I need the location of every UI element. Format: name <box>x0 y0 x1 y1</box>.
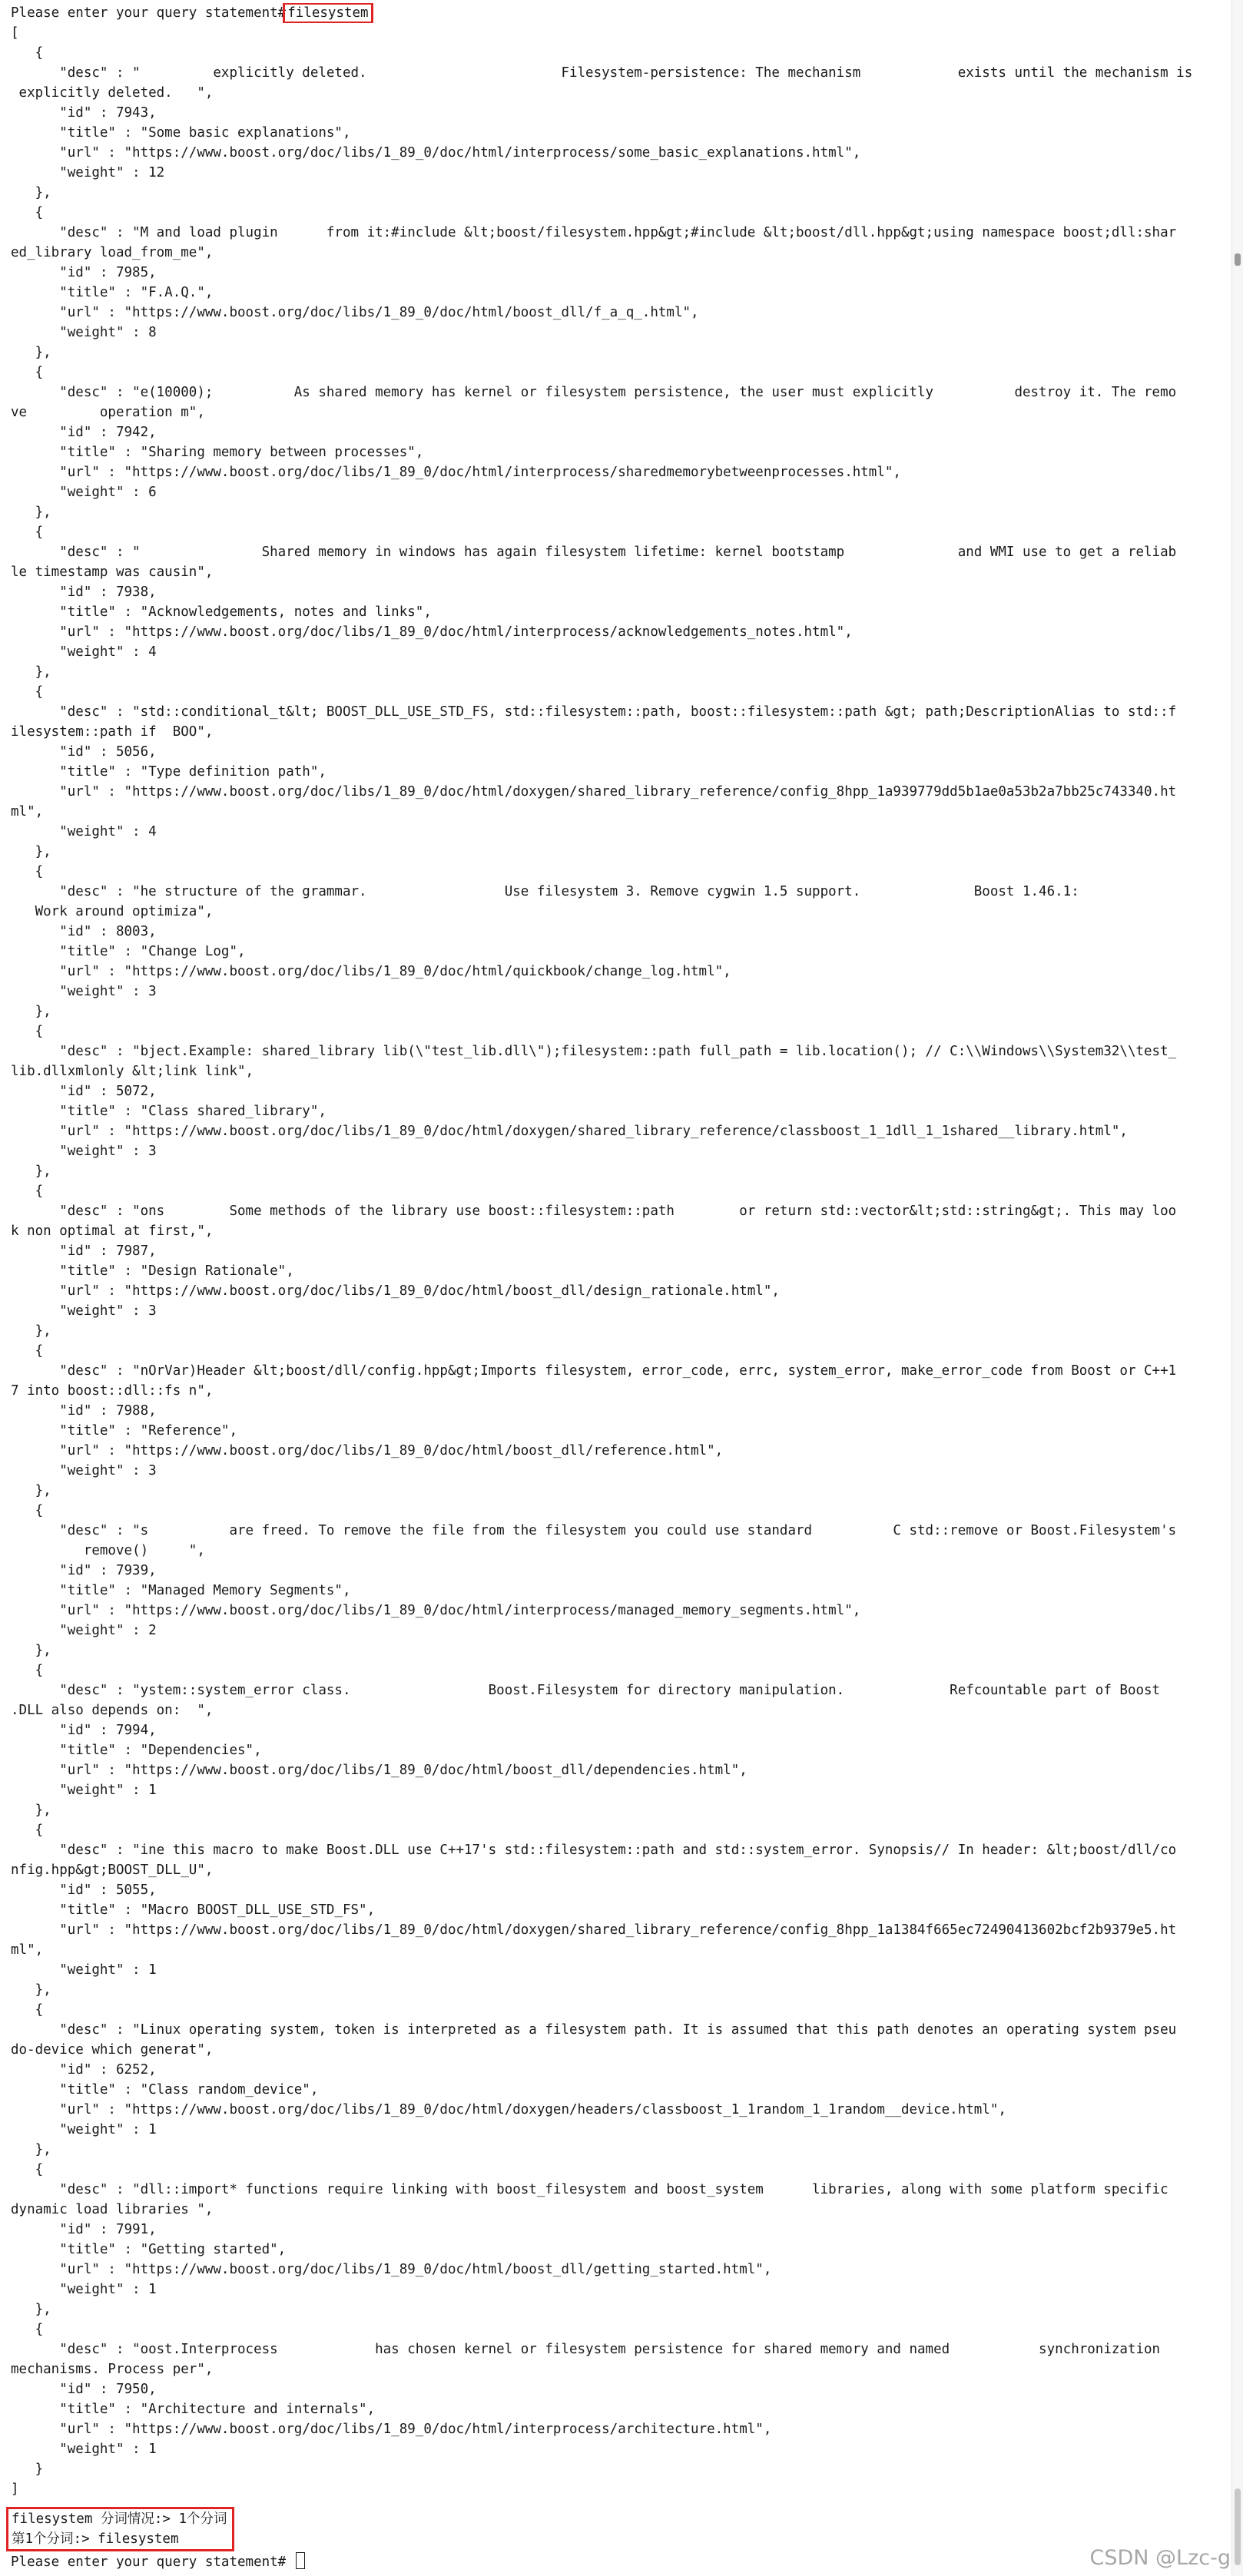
result-weight-line: "weight" : 1 <box>11 1962 157 1978</box>
csdn-watermark: CSDN @Lzc-g <box>1089 2546 1231 2570</box>
result-title-line: "title" : "Class random_device", <box>11 2082 319 2098</box>
result-block <box>11 1181 1229 1341</box>
result-id-line: "id" : 7943, <box>11 105 157 121</box>
result-url-line: "url" : "https://www.boost.org/doc/libs/1_89_0/doc/html/boost_dll/getting_started.html", <box>11 2262 772 2277</box>
result-block <box>11 363 1229 522</box>
result-desc-line: "desc" : "s are freed. To remove the file from the filesystem you could use standard C std::remove or Boost.Filesystem's <box>11 1523 1177 1538</box>
result-url-line: "url" : "https://www.boost.org/doc/libs/1_89_0/doc/html/interprocess/architecture.html", <box>11 2422 772 2437</box>
result-url-line: "url" : "https://www.boost.org/doc/libs/1_89_0/doc/html/doxygen/headers/classboost_1_1random_1_1random__device.html", <box>11 2102 1006 2117</box>
result-url-line: "url" : "https://www.boost.org/doc/libs/1_89_0/doc/html/doxygen/shared_library_reference/classboost_1_1dll_1_1shared__library.html", <box>11 1124 1128 1139</box>
result-id-line: "id" : 7985, <box>11 265 157 280</box>
json-close-brace: }, <box>11 505 51 520</box>
result-block <box>11 1660 1229 1820</box>
result-desc-line: "desc" : "M and load plugin from it:#include &lt;boost/filesystem.hpp&gt;#include &lt;boost/dll.hpp&gt;using namespace boost;dll:shar <box>11 225 1177 240</box>
result-title-line: "title" : "Getting started", <box>11 2242 287 2257</box>
json-open-brace: { <box>11 2322 44 2337</box>
result-desc-continuation: dynamic load libraries ", <box>11 2202 214 2217</box>
result-id-line: "id" : 7987, <box>11 1243 157 1259</box>
json-open-brace: { <box>11 1184 44 1199</box>
result-desc-continuation: nfig.hpp&gt;BOOST_DLL_U", <box>11 1862 214 1878</box>
vertical-scrollbar[interactable] <box>1231 0 1243 2576</box>
json-close-brace: }, <box>11 185 51 200</box>
result-desc-continuation: 7 into boost::dll::fs n", <box>11 1383 214 1399</box>
result-id-line: "id" : 7994, <box>11 1723 157 1738</box>
result-weight-line: "weight" : 3 <box>11 1463 157 1478</box>
json-close-brace: }, <box>11 1004 51 1019</box>
result-url-line: "url" : "https://www.boost.org/doc/libs/1_89_0/doc/html/quickbook/change_log.html", <box>11 964 731 979</box>
result-title-line: "title" : "Type definition path", <box>11 764 326 780</box>
result-url-line: "url" : "https://www.boost.org/doc/libs/1_89_0/doc/html/interprocess/acknowledgements_notes.html", <box>11 624 853 640</box>
result-block <box>11 1021 1229 1181</box>
result-url-line: "url" : "https://www.boost.org/doc/libs/1_89_0/doc/html/boost_dll/dependencies.html", <box>11 1763 747 1778</box>
result-title-line: "title" : "Some basic explanations", <box>11 125 351 141</box>
result-desc-line: "desc" : "std::conditional_t&lt; BOOST_DLL_USE_STD_FS, std::filesystem::path, boost::filesystem::path &gt; path;DescriptionAlias to std::f <box>11 704 1177 720</box>
result-block <box>11 1820 1229 2000</box>
json-open-brace: { <box>11 1343 44 1359</box>
result-id-line: "id" : 5055, <box>11 1882 157 1898</box>
result-desc-line: "desc" : " Shared memory in windows has again filesystem lifetime: kernel bootstamp and WMI use to get a reliab <box>11 545 1177 560</box>
result-title-line: "title" : "F.A.Q.", <box>11 285 214 300</box>
result-title-line: "title" : "Acknowledgements, notes and links", <box>11 604 432 620</box>
result-desc-line: "desc" : " explicitly deleted. Filesystem-persistence: The mechanism exists until the mechanism is <box>11 65 1193 81</box>
result-weight-line: "weight" : 2 <box>11 1623 157 1638</box>
json-close-brace: }, <box>11 1164 51 1179</box>
result-weight-line: "weight" : 3 <box>11 984 157 999</box>
result-weight-line: "weight" : 1 <box>11 2282 157 2297</box>
close-bracket: ] <box>11 2482 19 2497</box>
result-url-line: "url" : "https://www.boost.org/doc/libs/1_89_0/doc/html/boost_dll/reference.html", <box>11 1443 724 1459</box>
result-desc-line: "desc" : "ystem::system_error class. Boost.Filesystem for directory manipulation. Refcountable part of Boost <box>11 1683 1161 1698</box>
result-title-line: "title" : "Dependencies", <box>11 1743 262 1758</box>
scrollbar-thumb[interactable] <box>1235 2488 1241 2565</box>
json-close-brace: }, <box>11 2142 51 2157</box>
json-open-brace: { <box>11 45 44 61</box>
result-desc-line: "desc" : "he structure of the grammar. Use filesystem 3. Remove cygwin 1.5 support. Boost 1.46.1: <box>11 884 1079 899</box>
result-desc-continuation: do-device which generat", <box>11 2042 214 2058</box>
result-title-line: "title" : "Sharing memory between processes", <box>11 445 424 460</box>
result-desc-continuation: ve operation m", <box>11 405 205 420</box>
result-desc-continuation: mechanisms. Process per", <box>11 2362 214 2377</box>
result-desc-continuation: explicitly deleted. ", <box>11 85 214 101</box>
result-url-continuation: ml", <box>11 804 44 819</box>
json-close-brace: }, <box>11 1323 51 1339</box>
spacer <box>11 2499 1229 2507</box>
result-url-line: "url" : "https://www.boost.org/doc/libs/1_89_0/doc/html/boost_dll/f_a_q_.html", <box>11 305 699 320</box>
json-close-brace: }, <box>11 1483 51 1498</box>
prompt-line <box>11 3 1229 23</box>
result-desc-continuation: ilesystem::path if BOO", <box>11 724 214 740</box>
json-close-brace: }, <box>11 664 51 680</box>
result-title-line: "title" : "Macro BOOST_DLL_USE_STD_FS", <box>11 1902 376 1918</box>
json-open-brace: { <box>11 525 44 540</box>
tokenization-count: filesystem 分词情况:> 1个分词 <box>12 2511 227 2527</box>
json-close-brace: } <box>11 2462 44 2477</box>
result-desc-line: "desc" : "nOrVar)Header &lt;boost/dll/config.hpp&gt;Imports filesystem, error_code, errc, system_error, make_error_code from Boost or C++1 <box>11 1363 1177 1379</box>
result-desc-continuation: le timestamp was causin", <box>11 565 214 580</box>
result-url-continuation: ml", <box>11 1942 44 1958</box>
result-weight-line: "weight" : 4 <box>11 824 157 839</box>
result-desc-line: "desc" : "dll::import* functions require linking with boost_filesystem and boost_system libraries, along with some platform specific <box>11 2182 1168 2197</box>
json-open-brace: { <box>11 2002 44 2018</box>
result-id-line: "id" : 6252, <box>11 2062 157 2078</box>
result-title-line: "title" : "Architecture and internals", <box>11 2402 376 2417</box>
result-desc-continuation: k non optimal at first,", <box>11 1223 214 1239</box>
final-prompt-label: Please enter your query statement# <box>11 2554 294 2570</box>
result-desc-continuation: Work around optimiza", <box>11 904 214 919</box>
result-block <box>11 682 1229 862</box>
result-weight-line: "weight" : 3 <box>11 1303 157 1319</box>
result-title-line: "title" : "Managed Memory Segments", <box>11 1583 351 1598</box>
json-open-brace: { <box>11 1663 44 1678</box>
result-url-line: "url" : "https://www.boost.org/doc/libs/1_89_0/doc/html/interprocess/managed_memory_segments.html", <box>11 1603 861 1618</box>
result-block <box>11 2319 1229 2479</box>
result-id-line: "id" : 7942, <box>11 425 157 440</box>
result-title-line: "title" : "Design Rationale", <box>11 1263 294 1279</box>
result-desc-continuation: ed_library load_from_me", <box>11 245 214 260</box>
json-open-brace: { <box>11 205 44 220</box>
json-close-brace: }, <box>11 1982 51 1998</box>
result-url-line: "url" : "https://www.boost.org/doc/libs/1_89_0/doc/html/doxygen/shared_library_reference/config_8hpp_1a939779dd5b1ae0a53b2a7bb25c743340.ht <box>11 784 1177 800</box>
result-weight-line: "weight" : 3 <box>11 1144 157 1159</box>
json-close-brace: }, <box>11 345 51 360</box>
result-block <box>11 203 1229 363</box>
result-block <box>11 862 1229 1021</box>
result-weight-line: "weight" : 8 <box>11 325 157 340</box>
result-block <box>11 1341 1229 1501</box>
result-block <box>11 2000 1229 2160</box>
query-text: filesystem <box>287 5 369 21</box>
scrollbar-marker <box>1235 253 1241 266</box>
json-open-brace: { <box>11 1503 44 1518</box>
result-id-line: "id" : 7950, <box>11 2382 157 2397</box>
result-id-line: "id" : 5072, <box>11 1084 157 1099</box>
tokenization-summary <box>6 2507 234 2551</box>
result-title-line: "title" : "Class shared_library", <box>11 1104 326 1119</box>
json-open-brace: { <box>11 1024 44 1039</box>
json-open-brace: { <box>11 864 44 879</box>
result-url-line: "url" : "https://www.boost.org/doc/libs/1_89_0/doc/html/interprocess/sharedmemorybetweenprocesses.html", <box>11 465 901 480</box>
result-url-line: "url" : "https://www.boost.org/doc/libs/1_89_0/doc/html/interprocess/some_basic_explanations.html", <box>11 145 861 161</box>
json-close-brace: }, <box>11 844 51 859</box>
prompt-label: Please enter your query statement# <box>11 5 287 21</box>
result-weight-line: "weight" : 12 <box>11 165 165 180</box>
result-title-line: "title" : "Change Log", <box>11 944 246 959</box>
result-block <box>11 522 1229 682</box>
result-desc-line: "desc" : "ons Some methods of the library use boost::filesystem::path or return std::vector&lt;std::string&gt;. This may loo <box>11 1204 1177 1219</box>
result-id-line: "id" : 5056, <box>11 744 157 760</box>
result-desc-continuation: .DLL also depends on: ", <box>11 1703 214 1718</box>
open-bracket: [ <box>11 25 19 41</box>
result-id-line: "id" : 7938, <box>11 584 157 600</box>
result-weight-line: "weight" : 1 <box>11 2122 157 2137</box>
text-cursor[interactable] <box>296 2552 305 2569</box>
result-desc-line: "desc" : "Linux operating system, token is interpreted as a filesystem path. It is assumed that this path denotes an operating system pseu <box>11 2022 1177 2038</box>
json-close-brace: }, <box>11 2302 51 2317</box>
result-block <box>11 2160 1229 2319</box>
result-weight-line: "weight" : 4 <box>11 644 157 660</box>
result-desc-line: "desc" : "bject.Example: shared_library lib(\"test_lib.dll\");filesystem::path full_path = lib.location(); // C:\\Windows\\System32\\test_ <box>11 1044 1177 1059</box>
result-title-line: "title" : "Reference", <box>11 1423 238 1439</box>
result-id-line: "id" : 7988, <box>11 1403 157 1419</box>
json-open-brace: { <box>11 365 44 380</box>
final-prompt-line[interactable] <box>11 2552 1229 2572</box>
result-desc-line: "desc" : "e(10000); As shared memory has kernel or filesystem persistence, the user must explicitly destroy it. The remo <box>11 385 1177 400</box>
result-url-line: "url" : "https://www.boost.org/doc/libs/1_89_0/doc/html/doxygen/shared_library_reference/config_8hpp_1a1384f665ec72490413602bcf2b9379e5.ht <box>11 1922 1177 1938</box>
result-url-line: "url" : "https://www.boost.org/doc/libs/1_89_0/doc/html/boost_dll/design_rationale.html", <box>11 1283 780 1299</box>
result-id-line: "id" : 7939, <box>11 1563 157 1578</box>
tokenization-token: 第1个分词:> filesystem <box>12 2531 179 2547</box>
results-list <box>11 43 1229 2479</box>
result-desc-line: "desc" : "oost.Interprocess has chosen kernel or filesystem persistence for shared memory and named synchronization <box>11 2342 1161 2357</box>
result-desc-continuation: lib.dllxmlonly &lt;link link", <box>11 1064 254 1079</box>
json-open-brace: { <box>11 1823 44 1838</box>
json-open-brace: { <box>11 2162 44 2177</box>
json-open-brace: { <box>11 684 44 700</box>
result-desc-continuation: remove() ", <box>11 1543 205 1558</box>
result-weight-line: "weight" : 6 <box>11 485 157 500</box>
result-weight-line: "weight" : 1 <box>11 2442 157 2457</box>
result-block <box>11 43 1229 203</box>
json-close-brace: }, <box>11 1643 51 1658</box>
result-weight-line: "weight" : 1 <box>11 1783 157 1798</box>
result-id-line: "id" : 8003, <box>11 924 157 939</box>
json-close-brace: }, <box>11 1803 51 1818</box>
result-id-line: "id" : 7991, <box>11 2222 157 2237</box>
result-block <box>11 1501 1229 1660</box>
result-desc-line: "desc" : "ine this macro to make Boost.DLL use C++17's std::filesystem::path and std::system_error. Synopsis// In header: &lt;boost/dll/co <box>11 1843 1177 1858</box>
